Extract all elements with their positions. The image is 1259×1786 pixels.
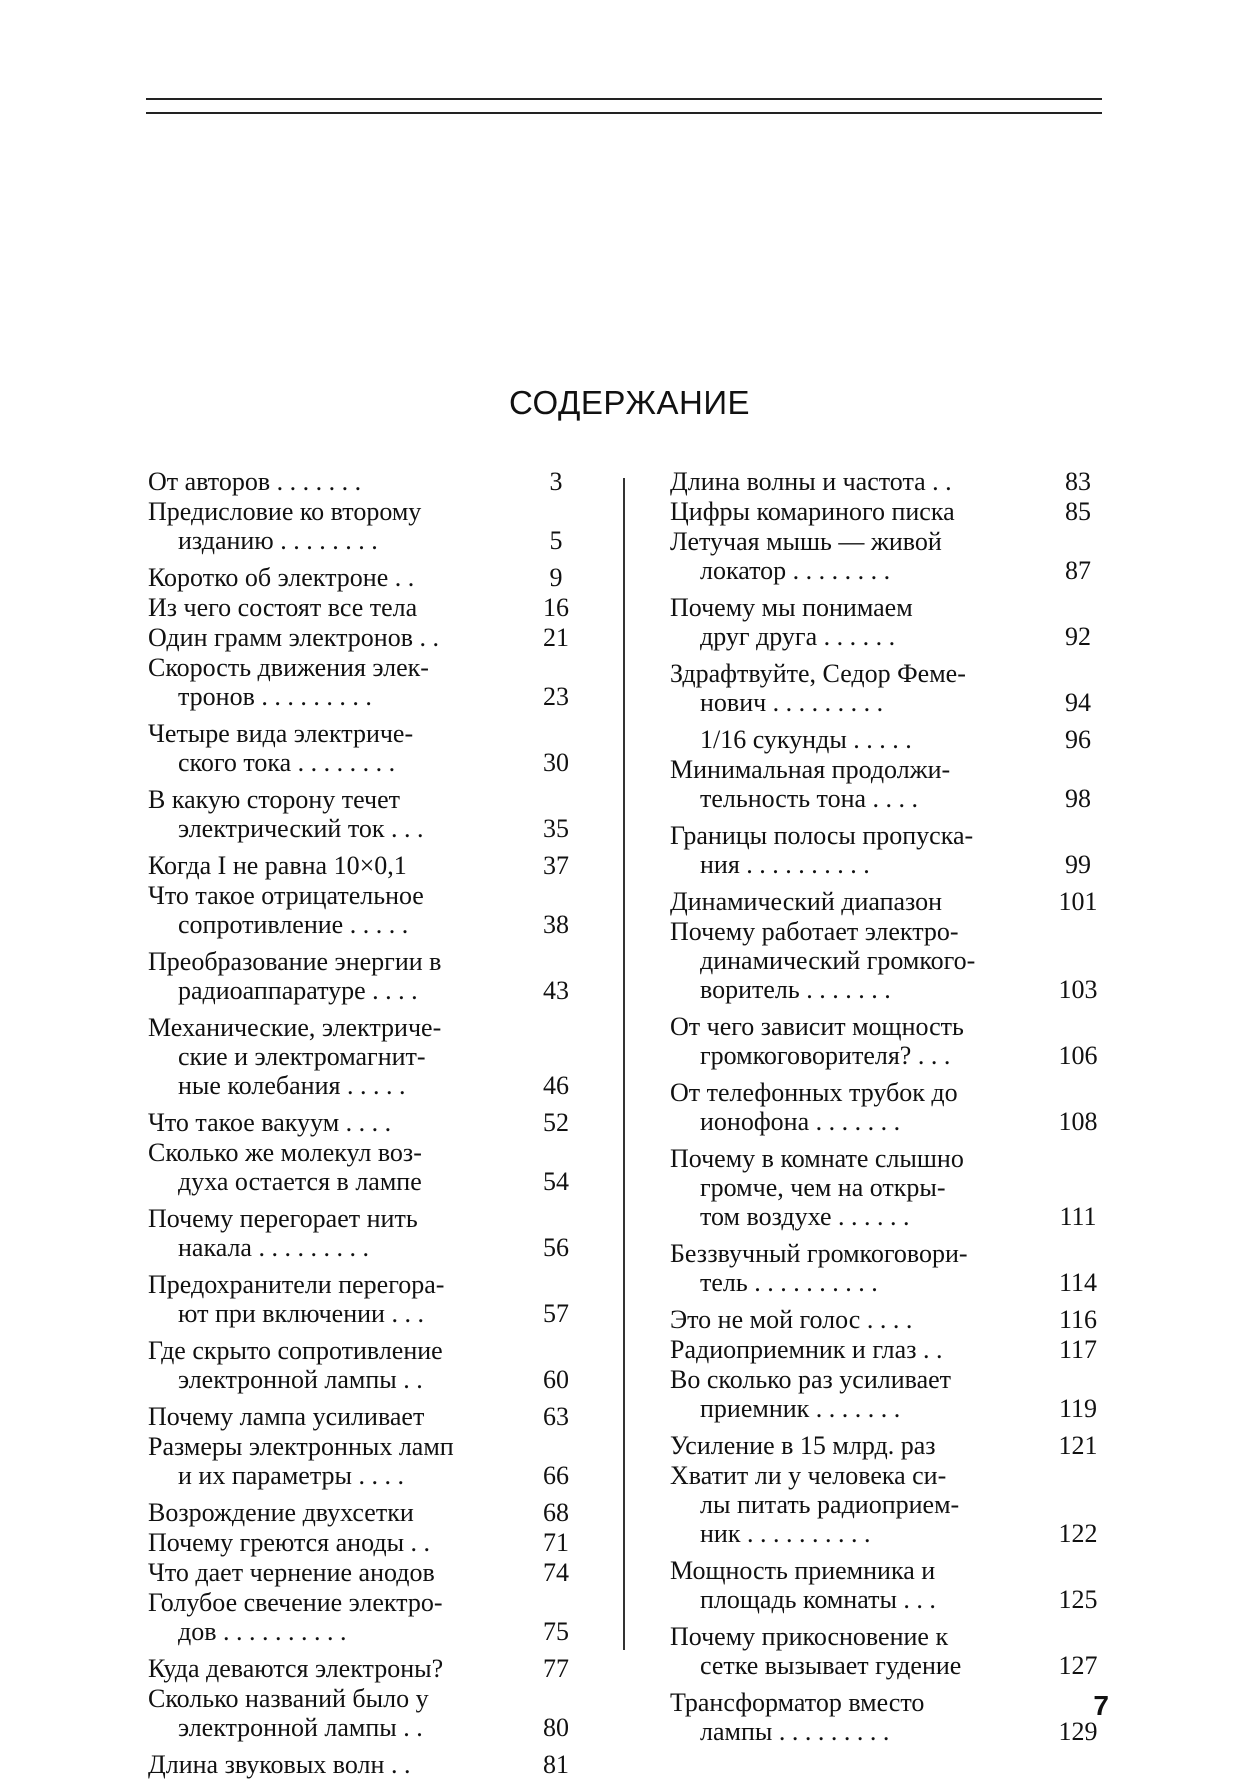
toc-entry — [148, 947, 588, 1005]
toc-entry-text: Голубое свечение электро- — [148, 1588, 443, 1617]
toc-entry-text: Цифры комариного писка — [670, 497, 955, 526]
toc-entry-page: 122 — [1058, 1519, 1098, 1548]
toc-entry-page: 9 — [549, 563, 563, 592]
toc-entry-text: динамический громкого- — [700, 946, 976, 975]
toc-entry-text: ния . . . . . . . . . . — [700, 850, 870, 879]
toc-entry-text: том воздухе . . . . . . — [700, 1202, 910, 1231]
toc-entry-text: Что дает чернение анодов — [148, 1558, 435, 1587]
toc-entry-text: радиоаппаратуре . . . . — [178, 976, 418, 1005]
toc-entry — [148, 1336, 588, 1394]
toc-entry-page: 129 — [1058, 1717, 1098, 1746]
toc-entry — [670, 497, 1110, 526]
toc-entry — [670, 821, 1110, 879]
toc-entry — [148, 1654, 588, 1683]
toc-entry-page: 60 — [543, 1365, 569, 1394]
toc-entry-page: 46 — [543, 1071, 569, 1100]
toc-entry-page: 99 — [1065, 850, 1091, 879]
toc-entry-text: ские и электромагнит- — [178, 1042, 426, 1071]
toc-entry — [670, 659, 1110, 717]
toc-entry-page: 119 — [1058, 1394, 1098, 1423]
toc-entry — [148, 593, 588, 622]
toc-entry — [148, 881, 588, 939]
toc-entry-page: 94 — [1065, 688, 1091, 717]
toc-entry — [670, 1622, 1110, 1680]
toc-entry-text: Что такое вакуум . . . . — [148, 1108, 392, 1137]
toc-entry-page: 43 — [543, 976, 569, 1005]
toc-entry-text: Радиоприемник и глаз . . — [670, 1335, 943, 1364]
toc-entry-text: электронной лампы . . — [178, 1713, 423, 1742]
toc-entry-text: Длина звуковых волн . . — [148, 1750, 411, 1779]
toc-entry-text: Динамический диапазон — [670, 887, 943, 916]
toc-entry-text: Длина волны и частота . . — [670, 467, 952, 496]
toc-entry-page: 57 — [543, 1299, 569, 1328]
toc-entry-page: 127 — [1058, 1651, 1098, 1680]
toc-entry — [148, 1588, 588, 1646]
toc-entry-page: 125 — [1058, 1585, 1098, 1614]
toc-entry-text: Беззвучный громкоговори- — [670, 1239, 968, 1268]
toc-entry-page: 56 — [543, 1233, 569, 1262]
toc-entry-text: ского тока . . . . . . . . — [178, 748, 396, 777]
toc-entry-text: ионофона . . . . . . . — [700, 1107, 901, 1136]
toc-entry-text: Предисловие ко второму — [148, 497, 422, 526]
toc-entry-text: лампы . . . . . . . . . — [700, 1717, 890, 1746]
toc-entry-text: Когда I не равна 10×0,1 — [148, 851, 407, 880]
toc-entry-page: 37 — [543, 851, 569, 880]
toc-entry-text: Что такое отрицательное — [148, 881, 424, 910]
toc-entry — [148, 653, 588, 711]
toc-entry-text: тельность тона . . . . — [700, 784, 919, 813]
toc-entry-page: 80 — [543, 1713, 569, 1742]
toc-entry-page: 111 — [1059, 1202, 1097, 1231]
toc-entry-text: Почему лампа усиливает — [148, 1402, 425, 1431]
toc-entry-text: Сколько же молекул воз- — [148, 1138, 422, 1167]
toc-entry — [670, 1144, 1110, 1231]
toc-entry-text: накала . . . . . . . . . — [178, 1233, 369, 1262]
toc-entry — [670, 1335, 1110, 1364]
toc-entry-text: Где скрыто сопротивление — [148, 1336, 443, 1365]
toc-entry — [148, 1013, 588, 1100]
toc-entry — [670, 1461, 1110, 1548]
toc-entry — [670, 1556, 1110, 1614]
toc-entry-text: 1/16 сукунды . . . . . — [700, 725, 912, 754]
toc-entry-page: 23 — [543, 682, 569, 711]
toc-entry-text: Это не мой голос . . . . — [670, 1305, 913, 1334]
toc-entry-text: Четыре вида электриче- — [148, 719, 414, 748]
toc-entry-text: воритель . . . . . . . — [700, 975, 891, 1004]
toc-entry-text: Мощность приемника и — [670, 1556, 936, 1585]
toc-entry-text: Почему мы понимаем — [670, 593, 913, 622]
toc-entry-page: 35 — [543, 814, 569, 843]
toc-entry-text: изданию . . . . . . . . — [178, 526, 378, 555]
toc-entry-text: Механические, электриче- — [148, 1013, 442, 1042]
toc-entry-page: 108 — [1058, 1107, 1098, 1136]
top-rule-lower — [146, 112, 1102, 114]
toc-entry-text: ют при включении . . . — [178, 1299, 424, 1328]
toc-entry — [670, 1688, 1110, 1746]
toc-entry — [670, 725, 1110, 754]
toc-entry-page: 30 — [543, 748, 569, 777]
toc-entry — [148, 1138, 588, 1196]
toc-entry-text: Куда деваются электроны? — [148, 1654, 444, 1683]
toc-entry-text: Трансформатор вместо — [670, 1688, 925, 1717]
toc-entry-text: Границы полосы пропуска- — [670, 821, 974, 850]
toc-entry-text: От телефонных трубок до — [670, 1078, 958, 1107]
toc-entry-page: 63 — [543, 1402, 569, 1431]
toc-entry — [670, 1431, 1110, 1460]
toc-entry-page: 87 — [1065, 556, 1091, 585]
toc-entry-text: Почему перегорает нить — [148, 1204, 418, 1233]
toc-entry-text: электрический ток . . . — [178, 814, 424, 843]
toc-entry-page: 101 — [1058, 887, 1098, 916]
toc-entry — [670, 593, 1110, 651]
toc-entry-page: 66 — [543, 1461, 569, 1490]
toc-entry-page: 77 — [543, 1654, 569, 1683]
toc-entry-page: 5 — [549, 526, 563, 555]
toc-entry-text: Хватит ли у человека си- — [670, 1461, 947, 1490]
toc-entry-page: 116 — [1058, 1305, 1098, 1334]
toc-entry — [670, 1078, 1110, 1136]
toc-entry — [148, 851, 588, 880]
toc-entry-text: сопротивление . . . . . — [178, 910, 409, 939]
toc-entry-text: Один грамм электронов . . — [148, 623, 439, 652]
toc-entry-text: Во сколько раз усиливает — [670, 1365, 952, 1394]
toc-entry-page: 38 — [543, 910, 569, 939]
top-rule — [146, 98, 1102, 100]
toc-entry — [670, 467, 1110, 496]
toc-entry — [670, 887, 1110, 916]
toc-entry — [148, 563, 588, 592]
toc-entry-page: 121 — [1058, 1431, 1098, 1460]
toc-entry-page: 83 — [1065, 467, 1091, 496]
toc-entry-text: духа остается в лампе — [178, 1167, 422, 1196]
toc-entry — [148, 719, 588, 777]
toc-entry-text: В какую сторону течет — [148, 785, 401, 814]
toc-entry — [670, 1012, 1110, 1070]
toc-entry — [148, 1684, 588, 1742]
toc-entry — [670, 1305, 1110, 1334]
toc-entry — [670, 527, 1110, 585]
toc-entry-text: Размеры электронных ламп — [148, 1432, 454, 1461]
toc-entry-page: 52 — [543, 1108, 569, 1137]
toc-entry-page: 54 — [543, 1167, 569, 1196]
toc-entry — [148, 497, 588, 555]
toc-entry-page: 68 — [543, 1498, 569, 1527]
toc-entry-text: Коротко об электроне . . — [148, 563, 415, 592]
toc-column-right — [670, 467, 1110, 1754]
toc-entry-page: 81 — [543, 1750, 569, 1779]
column-divider — [623, 478, 625, 1650]
toc-entry-text: электронной лампы . . — [178, 1365, 423, 1394]
toc-entry-page: 74 — [543, 1558, 569, 1587]
toc-entry-text: ные колебания . . . . . — [178, 1071, 406, 1100]
toc-entry-text: Возрождение двухсетки — [148, 1498, 414, 1527]
page-number: 7 — [1093, 1690, 1109, 1721]
toc-entry-text: Почему греются аноды . . — [148, 1528, 431, 1557]
toc-entry-page: 98 — [1065, 784, 1091, 813]
toc-entry-page: 16 — [543, 593, 569, 622]
toc-entry-page: 85 — [1065, 497, 1091, 526]
toc-entry-page: 103 — [1058, 975, 1098, 1004]
toc-entry-text: От авторов . . . . . . . — [148, 467, 362, 496]
toc-entry-text: приемник . . . . . . . — [700, 1394, 901, 1423]
toc-entry — [148, 1402, 588, 1431]
toc-entry-text: локатор . . . . . . . . — [700, 556, 891, 585]
toc-entry-page: 106 — [1058, 1041, 1098, 1070]
toc-entry-text: тронов . . . . . . . . . — [178, 682, 372, 711]
toc-entry-page: 75 — [543, 1617, 569, 1646]
toc-entry — [148, 1432, 588, 1490]
toc-entry-page: 21 — [543, 623, 569, 652]
toc-entry-text: Предохранители перегора- — [148, 1270, 445, 1299]
toc-entry-page: 96 — [1065, 725, 1091, 754]
toc-entry-page: 114 — [1058, 1268, 1098, 1297]
toc-entry-text: друг друга . . . . . . — [700, 622, 896, 651]
toc-entry-text: Усиление в 15 млрд. раз — [670, 1431, 936, 1460]
toc-entry-text: лы питать радиоприем- — [700, 1490, 960, 1519]
toc-entry-text: Почему в комнате слышно — [670, 1144, 964, 1173]
toc-entry-text: и их параметры . . . . — [178, 1461, 404, 1490]
toc-entry-page: 92 — [1065, 622, 1091, 651]
toc-entry-text: Из чего состоят все тела — [148, 593, 418, 622]
toc-entry — [148, 1270, 588, 1328]
toc-entry-text: Почему работает электро- — [670, 917, 959, 946]
toc-entry-text: площадь комнаты . . . — [700, 1585, 936, 1614]
toc-entry-text: громкоговорителя? . . . — [700, 1041, 951, 1070]
toc-entry-page: 71 — [543, 1528, 569, 1557]
toc-entry — [148, 1204, 588, 1262]
toc-entry — [148, 1528, 588, 1557]
toc-entry — [670, 1239, 1110, 1297]
toc-entry-text: сетке вызывает гудение — [700, 1651, 962, 1680]
toc-entry — [670, 755, 1110, 813]
page-title: СОДЕРЖАНИЕ — [508, 384, 751, 421]
toc-entry — [148, 1750, 588, 1779]
toc-entry — [670, 1365, 1110, 1423]
toc-entry — [670, 917, 1110, 1004]
toc-entry-text: нович . . . . . . . . . — [700, 688, 884, 717]
toc-entry — [148, 467, 588, 496]
toc-entry-page: 3 — [549, 467, 563, 496]
toc-entry-text: дов . . . . . . . . . . — [178, 1617, 347, 1646]
toc-entry-text: тель . . . . . . . . . . — [700, 1268, 878, 1297]
toc-entry — [148, 623, 588, 652]
toc-entry-text: Минимальная продолжи- — [670, 755, 951, 784]
toc-entry — [148, 1498, 588, 1527]
toc-entry-text: Скорость движения элек- — [148, 653, 429, 682]
toc-entry-text: От чего зависит мощность — [670, 1012, 964, 1041]
toc-entry-page: 117 — [1058, 1335, 1098, 1364]
toc-entry-text: ник . . . . . . . . . . — [700, 1519, 871, 1548]
toc-entry-text: Летучая мышь — живой — [670, 527, 942, 556]
toc-entry-text: Сколько названий было у — [148, 1684, 429, 1713]
toc-entry-text: громче, чем на откры- — [700, 1173, 946, 1202]
toc-entry-text: Преобразование энергии в — [148, 947, 442, 976]
toc-entry-text: Здрафтвуйте, Седор Феме- — [670, 659, 966, 688]
toc-column-left — [148, 467, 588, 1780]
toc-entry — [148, 1558, 588, 1587]
toc-entry-text: Почему прикосновение к — [670, 1622, 949, 1651]
toc-entry — [148, 785, 588, 843]
toc-entry — [148, 1108, 588, 1137]
